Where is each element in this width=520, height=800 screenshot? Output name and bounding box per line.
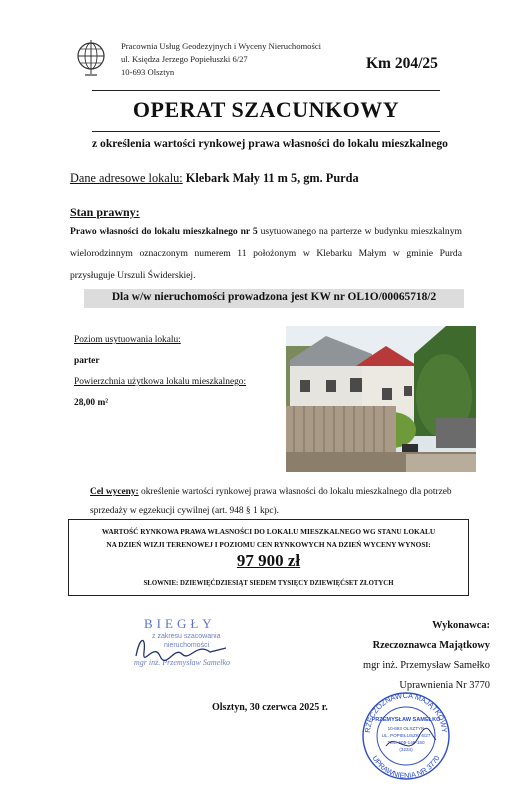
round-stamp-name: PRZEMYSŁAW SAMEŁKO <box>371 717 441 723</box>
purpose-label: Cel wyceny: <box>90 487 139 497</box>
firm-city: 10-693 Olsztyn <box>121 67 175 77</box>
firm-name: Pracownia Usług Geodezyjnych i Wyceny Nieruchomości <box>121 41 322 51</box>
document-subtitle: z określenia wartości rynkowej prawa własności do lokalu mieszkalnego <box>92 137 448 150</box>
round-stamp-phone: TEL. 505-148-150 <box>387 740 425 745</box>
legal-heading: Stan prawny: <box>70 205 140 219</box>
purpose-text: określenie wartości rynkowej prawa własności do lokalu mieszkalnego dla potrzeb sprzedaży w egzekucji cywilnej (art. 948 § 1 kpc). <box>90 487 452 516</box>
area-value: 28,00 m² <box>74 398 109 408</box>
legal-text-rest: usytuowanego na parterze w budynku mieszkalnym wielorodzinnym oznaczonym numerem 11 położonym w Klebarku Małym w gminie Purda przysługuje Urszuli Świderskiej. <box>70 226 462 281</box>
round-stamp <box>356 688 456 780</box>
case-number: Km 204/25 <box>366 55 438 72</box>
round-stamp-bottom: UPRAWNIENIA NR 3770 <box>370 753 442 780</box>
svg-text:UPRAWNIENIA NR 3770 <box>370 754 441 780</box>
contractor-name: mgr inż. Przemysław Samełko <box>363 660 490 671</box>
floor-label: Poziom usytuowania lokalu: <box>74 335 181 345</box>
land-register-text: Dla w/w nieruchomości prowadzona jest KW nr OL1O/00065718/2 <box>111 291 437 303</box>
expert-stamp <box>124 612 264 672</box>
globe-logo-icon <box>74 38 108 78</box>
stamp-line-3: nieruchomości <box>164 642 210 649</box>
valuation-in-words: SŁOWNIE: DZIEWIĘĆDZIESIĄT SIEDEM TYSIĘCY DZIEWIĘĆSET ZŁOTYCH <box>143 580 394 587</box>
firm-street: ul. Księdza Jerzego Popiełuszki 6/27 <box>121 54 248 64</box>
round-stamp-addr1: 10-693 OLSZTYN <box>387 726 425 731</box>
valuation-amount <box>68 551 469 571</box>
firm-info <box>121 40 321 79</box>
stamp-biegly: BIEGŁY <box>144 616 216 631</box>
valuation-line-1: WARTOŚĆ RYNKOWA PRAWA WŁASNOŚCI DO LOKALU MIESZKALNEGO WG STANU LOKALU <box>101 527 436 536</box>
contractor-license: Uprawnienia Nr 3770 <box>399 680 490 691</box>
stamp-line-2: z zakresu szacowania <box>152 633 221 640</box>
round-stamp-top: RZECZOZNAWCA MAJĄTKOWY <box>362 690 450 734</box>
address-value: Klebark Mały 11 m 5, gm. Purda <box>185 171 359 185</box>
document-title: OPERAT SZACUNKOWY <box>132 97 400 122</box>
place-date: Olsztyn, 30 czerwca 2025 r. <box>212 702 328 713</box>
legal-text-bold: Prawo własności do lokalu mieszkalnego nr 5 <box>70 226 258 237</box>
address-line <box>70 171 359 186</box>
round-stamp-addr2: UL. POPIEŁUSZKI 6/27 <box>381 733 431 738</box>
legal-paragraph <box>70 221 462 287</box>
contractor-label: Wykonawca: <box>432 620 490 631</box>
valuation-line-2: NA DZIEŃ WIZJI TERENOWEJ I POZIOMU CEN RYNKOWYCH NA DZIEŃ WYCENY WYNOSI: <box>106 540 431 549</box>
round-stamp-number: (3234) <box>399 747 413 752</box>
contractor-block <box>330 616 490 696</box>
valuation-purpose <box>90 483 470 521</box>
area-label: Powierzchnia użytkowa lokalu mieszkalnego: <box>74 377 247 387</box>
stamp-line-4: mgr inż. Przemysław Samełko <box>134 658 230 667</box>
floor-value: parter <box>74 356 100 366</box>
building-photo <box>286 326 476 472</box>
address-label: Dane adresowe lokalu: <box>70 171 183 185</box>
valuation-amount-text: 97 900 zł <box>236 551 301 570</box>
contractor-role: Rzeczoznawca Majątkowy <box>372 640 490 651</box>
